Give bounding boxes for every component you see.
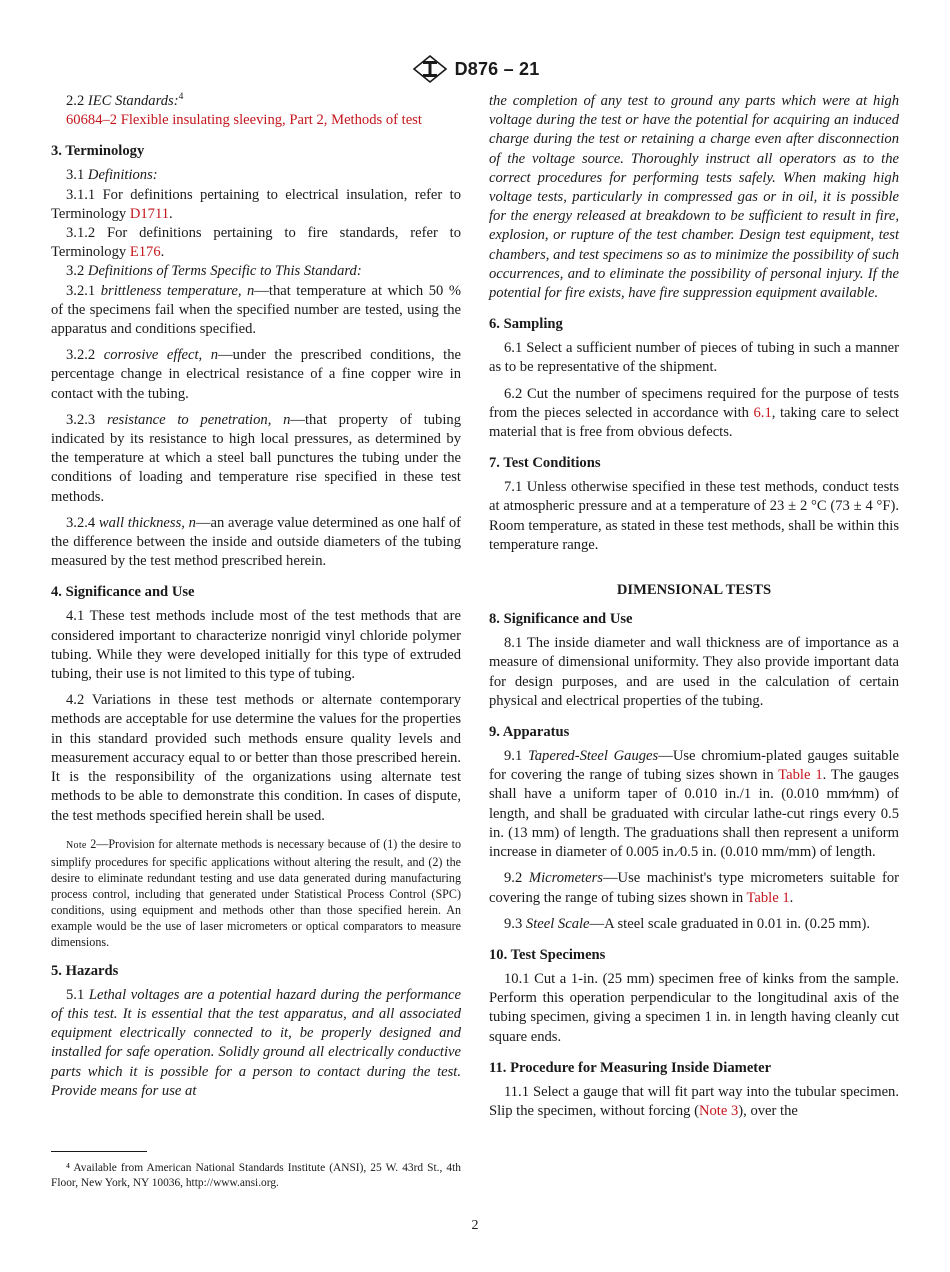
section-9-1: 9.1 Tapered-Steel Gauges—Use chromium-plated gauges suitable for covering the range of tubing sizes shown in Table 1. The gauges shall have a uniform taper of 0.010 in./1 in. (0.010 mm⁄mm) of length, and shall be graduated with circular lathe-cut rings every 0.5 in. (13 mm) of length. The graduations shall then represent a uniform increase in diameter of 0.005 in.⁄0.5 in. (0.010 mm/mm) of length. [489, 748, 900, 861]
iec-title-link[interactable]: Flexible insulating sleeving, Part 2, Methods of test [120, 112, 422, 129]
table-1-link[interactable]: Table 1 [778, 767, 823, 784]
table-1-link-2[interactable]: Table 1 [746, 889, 790, 906]
note-3-link[interactable]: Note 3 [698, 1102, 739, 1119]
section-3-1-1: 3.1.1 For definitions pertaining to electrical insulation, refer to Terminology D1711. [51, 186, 461, 222]
iec-reference [51, 111, 461, 130]
heading-sampling: 6. Sampling [489, 316, 563, 333]
section-3-2-1: 3.2.1 brittleness temperature, n—that temperature at which 50 % of the specimens fail when the specified number are tested, using the apparatus and conditions specified. [51, 282, 461, 338]
heading-procedure-inside-diameter: 11. Procedure for Measuring Inside Diameter [489, 1059, 772, 1076]
note-2: Note 2—Provision for alternate methods is necessary because of (1) the desire to simplify procedures for specific applications without altering the result, and (2) the desire to eliminate redundant testing and use data generated during manufacturing process control, including that generated under Statistical Process Control (SPC) conditions, using equipment and methods other than those specified herein. An example would be the use of laser micrometers or optical comparators to measure dimensions. [51, 836, 461, 949]
section-3-2-2: 3.2.2 corrosive effect, n—under the prescribed conditions, the percentage change in electrical resistance of a fine copper wire in contact with the tubing. [51, 347, 461, 402]
section-3-1-2: 3.1.2 For definitions pertaining to fire standards, refer to Terminology E176. [51, 225, 461, 261]
section-9-3: 9.3 Steel Scale—A steel scale graduated in 0.01 in. (0.25 mm). [504, 915, 870, 932]
e176-link[interactable]: E176 [129, 244, 161, 261]
heading-test-specimens: 10. Test Specimens [489, 946, 606, 963]
d1711-link[interactable]: D1711 [129, 205, 170, 222]
section-6-1: 6.1 Select a sufficient number of pieces of tubing in such a manner as to be representative of the shipment. [489, 340, 899, 376]
section-3-1: 3.1 Definitions: [66, 167, 158, 184]
heading-significance-and-use-8: 8. Significance and Use [489, 611, 633, 628]
section-2-2: 2.2 IEC Standards:$^4$ [66, 92, 184, 109]
section-10-1: 10.1 Cut a 1-in. (25 mm) specimen free of kinks from the sample. Perform this operation perpendicular to the longitudinal axis of the tubing specimen, giving a specimen 1 in. in length having cleanly cut square ends. [489, 970, 899, 1045]
left-column [51, 92, 461, 1101]
section-9-2: 9.2 Micrometers—Use machinist's type micrometers suitable for covering the range of tubing sizes shown in Table 1. [489, 870, 899, 906]
section-8-1: 8.1 The inside diameter and wall thickness are of importance as a measure of dimensional uniformity. They also provide important data for design purposes, and are used in the calculation of certain physical and electrical properties of the tubing. [489, 635, 899, 709]
right-column [489, 92, 899, 1121]
section-11-1: 11.1 Select a gauge that will fit part way into the tubular specimen. Slip the specimen, without forcing (Note 3), over the [489, 1083, 899, 1119]
astm-logo-icon [411, 54, 449, 84]
heading-significance-and-use: 4. Significance and Use [51, 584, 195, 601]
iec-60684-2-link[interactable]: 60684–2 [66, 112, 118, 129]
section-3-2-3: 3.2.3 resistance to penetration, n—that property of tubing indicated by its resistance to high local pressures, as determined by the temperature at which a steel ball punctures the tubing under the conditions of loading and temperature rise specified in these test methods. [51, 411, 461, 505]
heading-terminology: 3. Terminology [51, 143, 145, 160]
section-3-2: 3.2 Definitions of Terms Specific to This Standard: [66, 263, 362, 280]
section-4-1: 4.1 These test methods include most of the test methods that are considered important to characterize nonrigid vinyl chloride polymer tubing. While they were developed initially for this type of extruded tubing, their use is not limited to this type of tubing. [51, 608, 461, 683]
heading-test-conditions: 7. Test Conditions [489, 455, 601, 472]
heading-dimensional-tests: DIMENSIONAL TESTS [616, 582, 772, 599]
document-id: D876 – 21 [454, 58, 540, 79]
section-6-1-link[interactable]: 6.1 [753, 404, 772, 421]
section-5-1-continued: the completion of any test to ground any parts which were at high voltage during the test or have the potential for acquiring an induced charge during the test or retaining a charge even after disconnection of the voltage source. Thoroughly instruct all operators as to the correct procedures for performing tests safely. When making high voltage tests, particularly in compressed gas or in oil, it is possible for the energy released at breakdown to be sufficient to result in fire, explosion, or rupture of the test chamber. Design test equipment, test chambers, and test specimens so as to minimize the possibility of such occurrences, and to eliminate the possibility of personal injury. If the potential for fire exists, have fire suppression equipment available. [489, 93, 899, 302]
section-5-1: 5.1 Lethal voltages are a potential hazard during the performance of this test. It is essential that the test apparatus, and all associated equipment electrically connected to it, be properly designed and installed for safe operation. Solidly ground all electrically conductive parts which it is possible for a person to contact during the test. Provide means for use at [51, 986, 461, 1099]
page-header [0, 54, 950, 84]
heading-apparatus: 9. Apparatus [489, 724, 570, 741]
heading-hazards: 5. Hazards [51, 962, 119, 979]
section-4-2: 4.2 Variations in these test methods or alternate contemporary methods are acceptable for use determine the values for the properties in this standard provided such methods ensure quality levels and measurement accuracy equal to or better than those prescribed herein. It is the responsibility of the organizations using alternate test methods to be able to demonstrate this condition. In cases of dispute, the test methods specified herein shall be used. [51, 692, 461, 824]
footnote-4: ⁴ Available from American National Standards Institute (ANSI), 25 W. 43rd St., 4th Floor, New York, NY 10036, http://www.ansi.org. [51, 1162, 461, 1190]
section-7-1: 7.1 Unless otherwise specified in these test methods, conduct tests at atmospheric pressure and at a temperature of 23 ± 2 °C (73 ± 4 °F). Room temperature, as stated in these test methods, shall be within this temperature range. [489, 479, 899, 553]
section-6-2: 6.2 Cut the number of specimens required for the purpose of tests from the pieces selected in accordance with 6.1, taking care to select material that is free from obvious defects. [489, 385, 899, 441]
page-number: 2 [471, 1218, 479, 1233]
footnote-rule [51, 1151, 147, 1152]
section-3-2-4: 3.2.4 wall thickness, n—an average value determined as one half of the difference between the inside and outside diameters of the tubing measured by the test method prescribed herein. [51, 514, 461, 570]
